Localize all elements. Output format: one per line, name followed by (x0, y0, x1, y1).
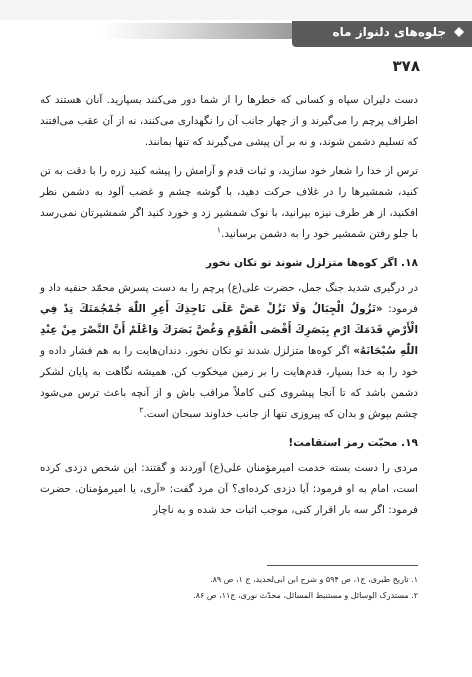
footnote-2: ۲. مستدرک الوسائل و مستنبط المسائل، محدّث نوری، ج۱۱، ص ۸۶. (193, 591, 418, 600)
paragraph-3: در درگیری شدید جنگ جمل، حضرت علی(ع) پرچم را به دست پسرش محمّد حنفیه داد و فرمود: «تَزُولُ الْجِبَالُ وَلَا تَزُلْ عَضَّ عَلَى نَاجِذِكَ أَعِرِ اللّٰهَ جُمْجُمَتَكَ تِدْ فِي الْأَرْضِ قَدَمَكَ ارْمِ بِبَصَرِكَ أَقْصَى الْقَوْمِ وَغُضَّ بَصَرَكَ وَاعْلَمْ أَنَّ النَّصْرَ مِنْ عِنْدِ اللّٰهِ سُبْحَانَهُ» اگر کوه‌ها متزلزل شدند تو تکان نخور. دندان‌هایت را به هم فشار داده و خود را به خدا بسپار، قدم‌هایت را بر زمین میخکوب کن. همیشه نگاهت به پایان لشکر دشمن باشد که تا آنجا پیشروی کنی کاملاً مراقب باش و از آنچه باعث ترس می‌شود چشم بپوش و بدان که پیروزی تنها از جانب خداوند سبحان است.$^۲$ (40, 282, 419, 420)
running-title: جلوه‌های دلنواز ماه (332, 25, 446, 39)
section-heading-18: ۱۸. اگر کوه‌ها متزلزل شوند تو تکان نخور (205, 257, 418, 269)
footnotes (40, 572, 418, 604)
section-heading-19: ۱۹. محبّت رمز استقامت! (288, 437, 418, 449)
paragraph-4: مردی را دست بسته خدمت امیرمؤمنان علی(ع) آوردند و گفتند: این شخص دزدی کرده است، امام به او فرمود: آیا دزدی کرده‌ای؟ آن مرد گفت: «آری، یا امیرمؤمنان. حضرت فرمود: اگر سه بار اقرار کنی، موجب اثبات حد شده و به ناچار (40, 462, 418, 516)
page-body (40, 90, 418, 529)
paragraph-2: ترس از خدا را شعار خود سازید، و ثبات قدم و آرامش را پیشه کنید زره را با دقت به تن کنید، شمشیرها را در غلاف حرکت دهید، با گوشه چشم و غضب آلود به دشمن نظر افکنید، از هر طرف نیزه بپرانید، با نوک شمشیر زد و خورد کنید اگر شمشیرتان نمی‌رسد با جلو رفتن شمشیر خود را به دشمن برسانید.$^۱$ (40, 165, 418, 240)
footnote-marker-1: ۱ (216, 225, 222, 235)
header-ornament-icon (454, 27, 464, 37)
footnote-separator (267, 565, 418, 566)
header-gradient-bar (99, 23, 294, 39)
quote-text: «تَزُولُ الْجِبَالُ وَلَا تَزُلْ عَضَّ عَلَى نَاجِذِكَ أَعِرِ اللّٰهَ جُمْجُمَتَكَ تِدْ فِي الْأَرْضِ قَدَمَكَ ارْمِ بِبَصَرِكَ أَقْصَى الْقَوْمِ وَغُضَّ بَصَرَكَ وَاعْلَمْ أَنَّ النَّصْرَ مِنْ عِنْدِ اللّٰهِ سُبْحَانَهُ» (40, 303, 419, 357)
paragraph-1: دست دلیران سپاه و کسانی که خطرها را از شما دور می‌کنند بسپارید. آنان هستند که اطراف پرچم را می‌گیرند و از چهار جانب آن را نگهداری می‌کنند، نه از آن عقب می‌افتند که تسلیم دشمن شوند، و نه بر آن پیشی می‌گیرند که تنها بمانند. (40, 94, 418, 148)
top-margin (0, 0, 472, 20)
footnote-1: ۱. تاریخ طبری، ج۱، ص ۵۹۴ و شرح ابن ابی‌لحدید، ج ۱، ص ۸۹. (210, 575, 418, 584)
footnote-marker-2: ۲ (139, 405, 144, 415)
page-number: ۳۷۸ (392, 57, 420, 75)
